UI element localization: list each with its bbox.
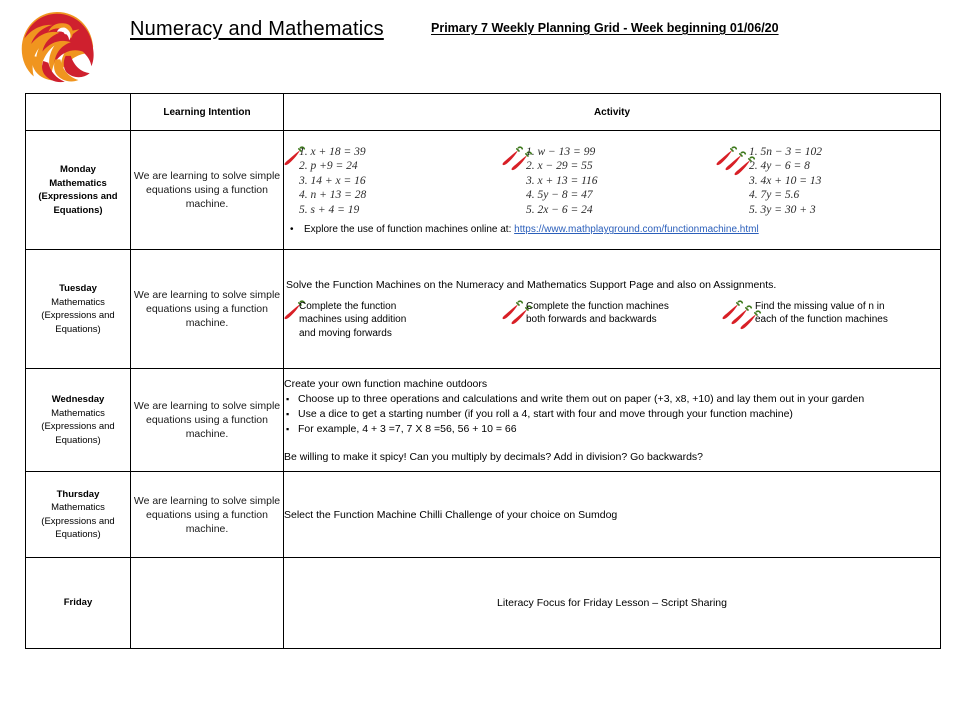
topic-line-2: Equations) [55,434,101,446]
chilli-icon-set-1 [284,299,299,323]
equation-groups [284,143,940,218]
wednesday-bullet-list [284,392,940,437]
activity-thursday: Select the Function Machine Chilli Challenge of your choice on Sumdog [284,472,941,558]
tuesday-challenge-3-chilli [722,299,937,333]
header-cell-day [26,94,131,131]
topic-line-1: (Expressions and [41,515,115,527]
equation-item: 3. x + 13 = 116 [526,174,598,187]
subject-label: Mathematics [51,407,105,419]
day-cell-tuesday [26,250,131,369]
day-label: Monday [60,164,96,175]
activity-friday: Literacy Focus for Friday Lesson – Script Sharing [284,558,941,649]
learning-intention-tuesday: We are learning to solve simple equations using a function machine. [131,250,284,369]
list-item: ▪ For example, 4 + 3 =7, 7 X 8 =56, 56 + 10 = 66 [284,422,940,437]
equation-item: 4. 7y = 5.6 [749,189,800,202]
subject-label: Mathematics [51,296,105,308]
topic-line-2: Equations) [55,323,101,335]
text-line: Complete the function machines [526,300,669,312]
page-subtitle: Primary 7 Weekly Planning Grid - Week beginning 01/06/20 [431,21,779,35]
equation-item: 5. 3y = 30 + 3 [749,203,816,216]
chilli-icon-set-2 [502,145,526,174]
equation-list-1 [299,145,366,218]
function-machine-url-line [284,223,940,237]
function-machine-link[interactable]: https://www.mathplayground.com/functionmachine.html [514,224,759,236]
header-cell-activity: Activity [284,94,941,131]
topic-line-1: (Expressions and [41,310,115,321]
equation-list-3 [749,145,822,218]
text-line: machines using addition [299,314,407,326]
equation-item: 4. 5y − 8 = 47 [526,189,593,202]
table-row [26,250,941,369]
equation-group-2-chilli [502,145,716,218]
phoenix-logo [14,6,100,92]
equation-group-1-chilli [284,145,502,218]
tuesday-challenge-1-text [299,299,406,341]
topic-line-1: (Expressions and [38,191,118,202]
page-header [0,0,960,92]
tuesday-challenge-columns [284,299,940,341]
table-row [26,131,941,250]
day-cell-thursday [26,472,131,558]
day-label: Thursday [56,488,100,500]
equation-item: 1. 5n − 3 = 102 [749,145,823,158]
learning-intention-friday [131,558,284,649]
activity-wednesday [284,369,941,472]
topic-line-2: Equations) [53,204,103,216]
tuesday-challenge-2-text [526,299,669,327]
equation-item: 5. s + 4 = 19 [299,203,360,216]
activity-tuesday [284,250,941,369]
header-cell-learning-intention: Learning Intention [131,94,284,131]
day-label: Wednesday [51,394,105,405]
text-line: Find the missing value of n in [755,300,885,312]
text-line: each of the function machines [755,314,888,326]
equation-item: 3. 4x + 10 = 13 [749,174,822,187]
chilli-icon-set-3 [716,145,749,179]
equation-item: 2. x − 29 = 55 [526,160,593,173]
equation-item: 3. 14 + x = 16 [299,174,366,187]
equation-list-2 [526,145,598,218]
url-prefix-text: Explore the use of function machines online at: [304,224,515,236]
chilli-icon-set-2 [502,299,526,328]
table-row [26,558,941,649]
day-cell-friday [26,558,131,649]
text-line: both forwards and backwards [526,314,657,326]
equation-item: 2. p +9 = 24 [299,160,358,173]
subject-label: Mathematics [51,502,105,513]
wednesday-footer-text: Be willing to make it spicy! Can you multiply by decimals? Add in division? Go backwards? [284,450,704,463]
weekly-planning-grid [25,93,941,649]
tuesday-challenge-3-text [755,299,888,327]
learning-intention-thursday: We are learning to solve simple equations using a function machine. [131,472,284,558]
page-title: Numeracy and Mathematics [130,18,384,40]
day-cell-wednesday [26,369,131,472]
subject-label: Mathematics [49,177,107,189]
equation-item: 1. w − 13 = 99 [526,145,596,158]
equation-group-3-chilli [716,145,931,218]
text-line: and moving forwards [299,327,392,339]
day-label: Tuesday [59,283,97,294]
text-line: Complete the function [299,300,397,312]
topic-line-1: (Expressions and [41,421,115,432]
chilli-icon-set-1 [284,145,299,169]
tuesday-challenge-2-chilli [502,299,722,328]
topic-line-2: Equations) [55,529,101,540]
equation-item: 4. n + 13 = 28 [299,189,367,202]
bullet-marker: • [290,224,294,236]
learning-intention-monday: We are learning to solve simple equations using a function machine. [131,131,284,250]
equation-item: 2. 4y − 6 = 8 [749,160,810,173]
list-item: ▪ Use a dice to get a starting number (if you roll a 4, start with four and move through your function machine) [284,407,940,422]
list-item: ▪ Choose up to three operations and calculations and write them out on paper (+3, x8, +10) and lay them out in your garden [284,392,940,407]
day-label: Friday [63,597,93,609]
wednesday-title: Create your own function machine outdoors [284,377,488,390]
chilli-icon-set-3 [722,299,755,333]
equation-item: 1. x + 18 = 39 [299,145,366,158]
learning-intention-wednesday: We are learning to solve simple equations using a function machine. [131,369,284,472]
table-header-row [26,94,941,131]
table-row [26,369,941,472]
tuesday-challenge-1-chilli [284,299,502,341]
tuesday-heading: Solve the Function Machines on the Numeracy and Mathematics Support Page and also on Assignments. [286,278,777,291]
equation-item: 5. 2x − 6 = 24 [526,203,593,216]
activity-monday [284,131,941,250]
table-row [26,472,941,558]
day-cell-monday [26,131,131,250]
